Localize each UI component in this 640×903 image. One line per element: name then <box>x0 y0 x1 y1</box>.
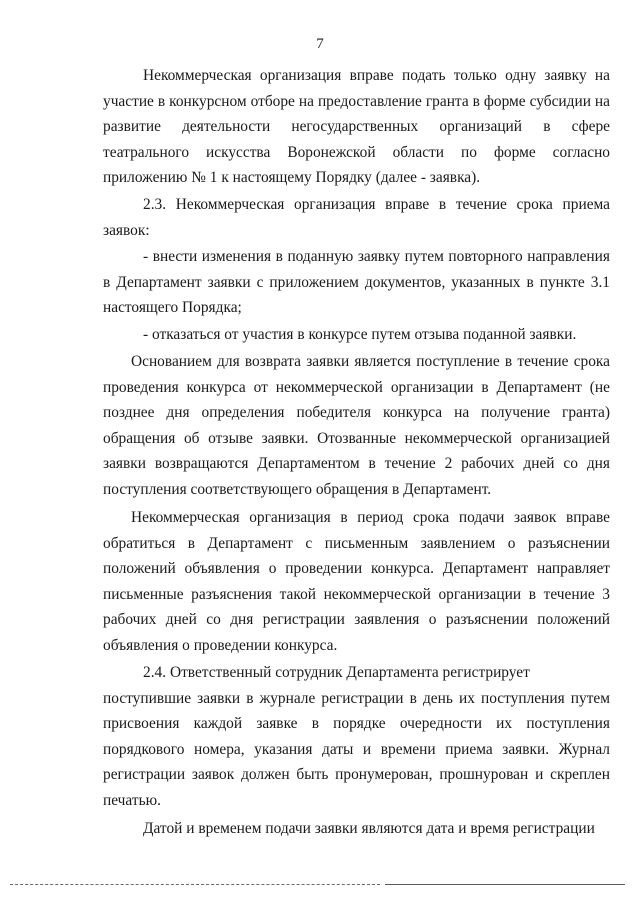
word: Департамента <box>346 664 439 681</box>
paragraph-return-basis: Основанием для возврата заявки является поступление в течение срока проведения конкурса от некоммерческой организации в Департамент (не позднее дня определения победителя конкурса на получение гранта) обращения об отзыве заявки. Отозванные некоммерческой организацией заявки возвращаются Департаментом в течение 2 рабочих дней со дня поступления соответствующего обращения в Департамент. <box>103 353 610 498</box>
paragraph-list-item-1: - внести изменения в поданную заявку путем повторного направления в Департамент заявки с приложением документов, указанных в пункте 3.1 настоящего Порядка; <box>103 248 610 317</box>
word: сотрудник <box>275 664 343 681</box>
page-number: 7 <box>316 36 324 52</box>
paragraph-list-item-2: - отказаться от участия в конкурсе путем отзыва поданной заявки. <box>143 326 577 343</box>
scan-edge-line <box>385 884 625 885</box>
paragraph-2-4-rest: поступившие заявки в журнале регистрации в день их поступления путем присвоения каждой заявке в порядке очередности их поступления порядкового номера, указания даты и времени приема заявки. Журнал регистрации заявок должен быть пронумерован, прошнурован и скреплен печатью. <box>103 689 610 809</box>
paragraph-submission-time: Датой и временем подачи заявки являются дата и время регистрации <box>143 820 595 837</box>
paragraph-2-4-first-line <box>103 660 610 686</box>
paragraph-clarification: Некоммерческая организация в период срока подачи заявок вправе обратиться в Департамент с письменным заявлением о разъяснении положений объявления о проведении конкурса. Департамент направляет письменные разъяснения такой некоммерческой организации в течение 3 рабочих дней со дня регистрации заявления о разъяснении положений объявления о проведении конкурса. <box>103 509 610 654</box>
paragraph-2-3: 2.3. Некоммерческая организация вправе в течение срока приема заявок: <box>103 196 610 239</box>
word: регистрирует <box>442 664 530 681</box>
word: Ответственный <box>169 664 272 681</box>
paragraph-1: Некоммерческая организация вправе подать только одну заявку на участие в конкурсном отборе на предоставление гранта в форме субсидии на развитие деятельности негосударственных организаций в сфере театрального искусства Воронежской области по форме согласно приложению № 1 к настоящему Порядку (далее - заявка). <box>103 67 610 187</box>
word: 2.4. <box>143 664 167 681</box>
paragraph-2-4 <box>103 660 610 814</box>
scan-edge-line <box>10 884 380 885</box>
